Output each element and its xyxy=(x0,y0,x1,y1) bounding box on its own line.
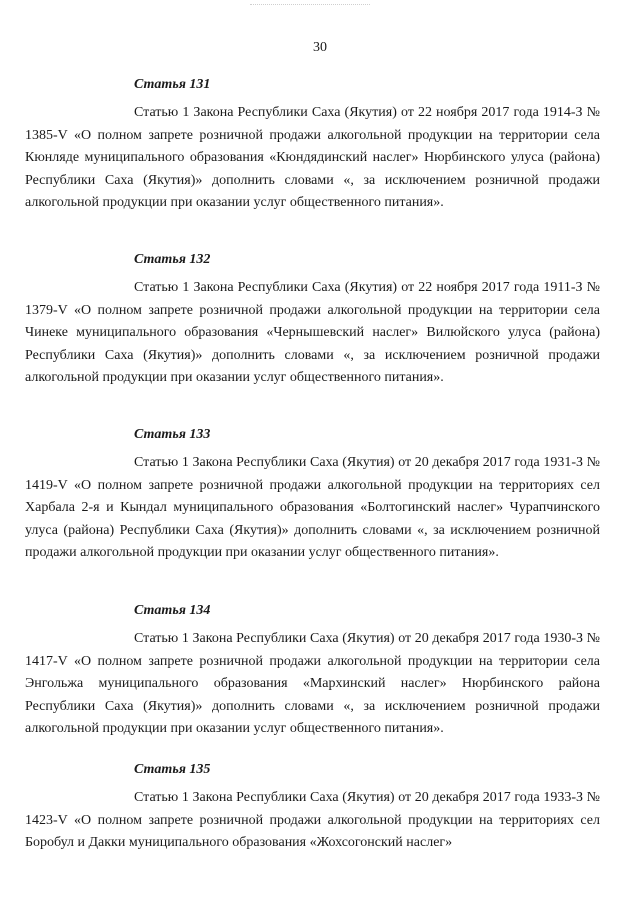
article-134 xyxy=(25,602,600,741)
article-heading: Статья 132 xyxy=(134,252,211,267)
article-132 xyxy=(25,251,600,390)
article-heading: Статья 135 xyxy=(134,762,211,777)
scan-artifact xyxy=(250,4,370,9)
article-133 xyxy=(25,426,600,565)
article-body: Статью 1 Закона Республики Саха (Якутия) от 20 декабря 2017 года 1930-З № 1417-V «О полном запрете розничной продажи алкогольной продукции на территории села Энгольжа муниципального образования «Мархинский наслег» Нюрбинского района Республики Саха (Якутия)» дополнить словами «, за исключением розничной продажи алкогольной продукции при оказании услуг общественного питания». xyxy=(25,631,600,736)
article-135 xyxy=(25,761,600,855)
article-body: Статью 1 Закона Республики Саха (Якутия) от 20 декабря 2017 года 1933-З № 1423-V «О полном запрете розничной продажи алкогольной продукции на территориях сел Боробул и Дакки муниципального образования «Жохсогонский наслег» xyxy=(25,790,600,850)
article-body: Статью 1 Закона Республики Саха (Якутия) от 20 декабря 2017 года 1931-З № 1419-V «О полном запрете розничной продажи алкогольной продукции на территориях сел Харбала 2-я и Кындал муниципального образования «Болтогинский наслег» Чурапчинского улуса (района) Республики Саха (Якутия)» дополнить словами «, за исключением розничной продажи алкогольной продукции при оказании услуг общественного питания». xyxy=(25,455,600,560)
article-heading: Статья 131 xyxy=(134,77,211,92)
article-body: Статью 1 Закона Республики Саха (Якутия) от 22 ноября 2017 года 1914-З № 1385-V «О полном запрете розничной продажи алкогольной продукции на территории села Кюнляде муниципального образования «Кюндядинский наслег» Нюрбинского улуса (района) Республики Саха (Якутия)» дополнить словами «, за исключением розничной продажи алкогольной продукции при оказании услуг общественного питания». xyxy=(25,105,600,210)
article-body: Статью 1 Закона Республики Саха (Якутия) от 22 ноября 2017 года 1911-З № 1379-V «О полном запрете розничной продажи алкогольной продукции на территории села Чинеке муниципального образования «Чернышевский наслег» Вилюйского улуса (района) Республики Саха (Якутия)» дополнить словами «, за исключением розничной продажи алкогольной продукции при оказании услуг общественного питания». xyxy=(25,280,600,385)
page-number: 30 xyxy=(313,40,327,55)
article-heading: Статья 134 xyxy=(134,603,211,618)
article-heading: Статья 133 xyxy=(134,427,211,442)
article-131 xyxy=(25,76,600,215)
